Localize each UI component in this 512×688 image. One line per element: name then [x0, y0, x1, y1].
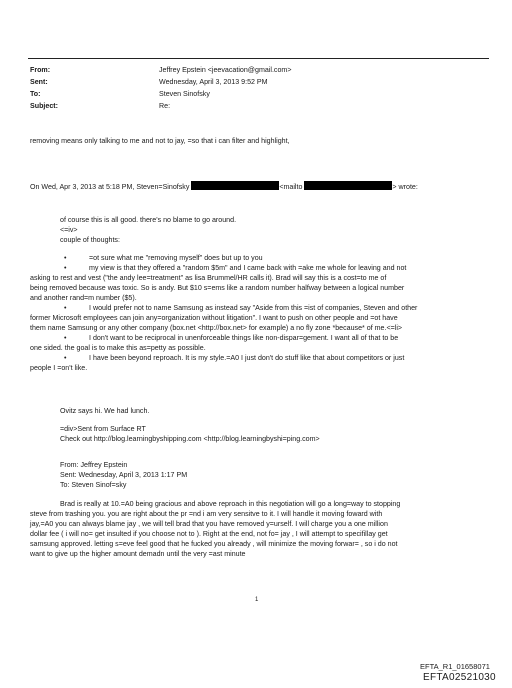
- bullet-marker: •: [64, 264, 67, 272]
- to-value: Steven Sinofsky: [159, 90, 210, 98]
- bullet-text: my view is that they offered a "random $5m" and I came back with =ake me whole for leaving and not: [89, 264, 407, 272]
- bullet-text-cont: being removed because was toxic. So is andy. But $10 s=ems like a random number halfway between a logical number: [30, 284, 405, 292]
- paragraph-line: dollar fee ( i will no= get insulted if you choose not to ). Right at the end, not fo= jay , I will attempt to specifillay get: [30, 530, 388, 538]
- bullet-text-cont: them name Samsung or any other company (box.net <http://box.net> for example) a no fly zone *because* of me.<=li>: [30, 324, 403, 332]
- bullet-text-cont: people I =on't like.: [30, 364, 88, 372]
- from-label: From:: [30, 66, 51, 74]
- check-out-line: Check out http://blog.learningbyshipping.com <http://blog.learningbyshi=ping.com>: [60, 435, 320, 443]
- header-top-rule: [28, 58, 489, 59]
- fwd-from: From: Jeffrey Epstein: [60, 461, 128, 469]
- bullet-marker: •: [64, 334, 67, 342]
- bullet-marker: •: [64, 254, 67, 262]
- ovitz-line: Ovitz says hi. We had lunch.: [60, 407, 150, 415]
- quote-line: couple of thoughts:: [60, 236, 120, 244]
- bullet-text-cont: asking to rest and vest ("the andy lee=treatment" as lisa Brummel/HR calls it). Brad will say this is a cost=to me of: [30, 274, 387, 282]
- bullet-text: I would prefer not to name Samsung as instead say "Aside from this =ist of companies, Steven and other: [89, 304, 418, 312]
- bullet-text: =ot sure what me "removing myself" does but up to you: [89, 254, 263, 262]
- bullet-marker: •: [64, 304, 67, 312]
- quote-header-date: On Wed, Apr 3, 2013 at 5:18 PM, Steven=Sinofsky: [30, 183, 190, 191]
- paragraph-line: samsung approved. letting s=eve feel good that he fucked you already , will minimize the moving forwar= , so i do not: [30, 540, 398, 548]
- quote-header: [30, 181, 418, 192]
- from-value: Jeffrey Epstein <jeevacation@gmail.com>: [159, 66, 292, 74]
- bullet-marker: •: [64, 354, 67, 362]
- bullet-text-cont: one sided. the goal is to make this as=petty as possible.: [30, 344, 206, 352]
- subject-label: Subject:: [30, 102, 58, 110]
- page-number: 1: [255, 597, 259, 603]
- quote-header-mailto: <mailto: [279, 183, 303, 191]
- subject-value: Re:: [159, 102, 171, 110]
- efta-code-large: EFTA02521030: [423, 672, 496, 683]
- efta-code-small: EFTA_R1_01658071: [420, 662, 490, 671]
- fwd-sent: Sent: Wednesday, April 3, 2013 1:17 PM: [60, 471, 188, 479]
- redaction-block: [304, 181, 392, 190]
- sent-label: Sent:: [30, 78, 48, 86]
- paragraph-line: Brad is really at 10.=A0 being gracious and above reproach in this negotiation will go a long=way to stopping: [60, 500, 401, 508]
- sent-value: Wednesday, April 3, 2013 9:52 PM: [159, 78, 268, 86]
- bullet-text: I have been beyond reproach. It is my style.=A0 I just don't do stuff like that about competitors or just: [89, 354, 405, 362]
- quote-line: <=iv>: [60, 226, 78, 234]
- sent-from-line: =div>Sent from Surface RT: [60, 425, 146, 433]
- redaction-block: [191, 181, 279, 190]
- fwd-to: To: Steven Sinof=sky: [60, 481, 127, 489]
- bullet-text: I don't want to be reciprocal in unenforceable things like non-dispar=gement. I want all of that to be: [89, 334, 399, 342]
- quote-line: of course this is all good. there's no blame to go around.: [60, 216, 237, 224]
- to-label: To:: [30, 90, 41, 98]
- quote-header-wrote: > wrote:: [392, 183, 418, 191]
- paragraph-line: want to give up the higher amount demadn until the very =ast minute: [30, 550, 246, 558]
- paragraph-line: steve from trashing you. you are right about the pr =nd i am very sensitve to it. I will handle it moving foward with: [30, 510, 383, 518]
- bullet-text-cont: former Microsoft employees can join any=organization without litigation". I want to push on other people and =ot have: [30, 314, 398, 322]
- reply-intro: removing means only talking to me and not to jay, =so that i can filter and highlight,: [30, 137, 290, 145]
- bullet-text-cont: and another rand=m number ($5).: [30, 294, 137, 302]
- paragraph-line: jay,=A0 you can always blame jay , we will tell brad that you have removed y=urself. I will charge you a one million: [30, 520, 388, 528]
